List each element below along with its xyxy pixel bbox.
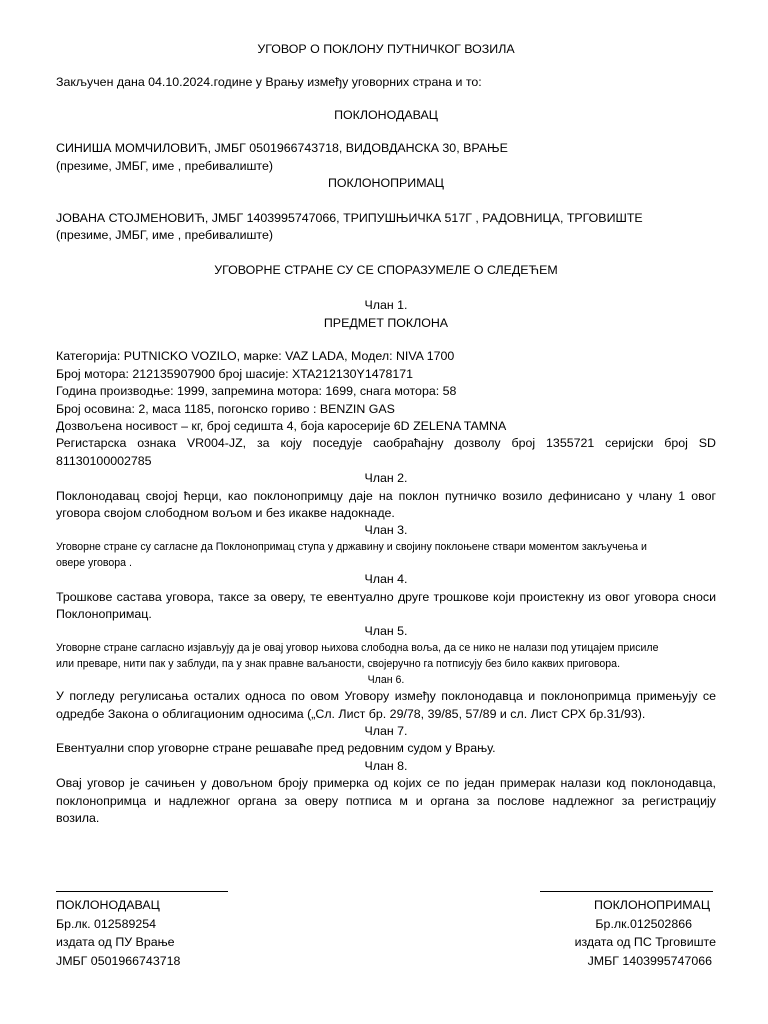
article-2-text: Поклонодавац својој ћерци, као поклонопримцу даје на поклон путничко возило дефинисано у члану 1 овог <box>56 489 716 503</box>
donor-details: СИНИША МОМЧИЛОВИЋ, ЈМБГ 0501966743718, ВИДОВДАНСКА 30, ВРАЊЕ <box>56 141 508 155</box>
article-3-text: Уговорне стране су сагласне да Поклонопримац ступа у државину и својину поклоњене ствари моментом закључења и <box>56 541 647 553</box>
recipient-heading: ПОКЛОНОПРИМАЦ <box>328 176 444 190</box>
recipient-id-card: Бр.лк.012502866 <box>595 916 692 931</box>
article-3-label: Члан 3. <box>364 523 408 537</box>
donor-hint: (презиме, ЈМБГ, име , пребивалиште) <box>56 159 273 173</box>
agreement-heading: УГОВОРНЕ СТРАНЕ СУ СЕ СПОРАЗУМЕЛЕ О СЛЕДЕЋЕМ <box>214 263 558 277</box>
donor-signature-block <box>56 896 180 970</box>
article-1-label: Члан 1. <box>364 298 408 312</box>
donor-heading: ПОКЛОНОДАВАЦ <box>334 108 438 122</box>
engine-chassis-numbers: Број мотора: 212135907900 број шасије: XTA212130Y1478171 <box>56 367 414 381</box>
recipient-signature-line <box>540 891 713 892</box>
vehicle-category: Категорија: PUTNICKO VOZILO, марке: VAZ LADA, Модел: NIVA 1700 <box>56 349 455 363</box>
article-6-label: Члан 6. <box>367 674 405 686</box>
article-4-text: Трошкове састава уговора, таксе за оверу, те евентуално друге трошкове који проистекну из овог уговора сноси <box>56 590 716 604</box>
article-5-text: или преваре, нити пак у заблуди, па у знак правне ваљаности, својеручно га потписују без било каквих приговора. <box>56 658 621 670</box>
donor-id-issuer: издата од ПУ Врање <box>56 935 175 949</box>
article-2-label: Члан 2. <box>364 471 408 485</box>
article-2-text: уговора својом слободном вољом и без икакве надокнаде. <box>56 506 395 520</box>
recipient-signature-block <box>575 896 716 970</box>
article-4-label: Члан 4. <box>364 572 408 586</box>
vehicle-year-engine: Година производње: 1999, запремина мотора: 1699, снага мотора: 58 <box>56 384 457 398</box>
recipient-hint: (презиме, ЈМБГ, име , пребивалиште) <box>56 228 273 242</box>
donor-jmbg: ЈМБГ 0501966743718 <box>56 953 181 968</box>
article-8-text: Овај уговор је сачињен у довољном броју примерка од којих се по један примерак налази код поклонодавца, <box>56 776 716 790</box>
article-5-label: Члан 5. <box>364 624 408 638</box>
article-7-label: Члан 7. <box>364 724 408 738</box>
recipient-details: ЈОВАНА СТОЈМЕНОВИЋ, ЈМБГ 1403995747066, ТРИПУШЊИЧКА 517Г , РАДОВНИЦА, ТРГОВИШТЕ <box>56 211 643 225</box>
document-title: УГОВОР О ПОКЛОНУ ПУТНИЧКОГ ВОЗИЛА <box>257 42 515 56</box>
donor-signature-role: ПОКЛОНОДАВАЦ <box>56 898 160 912</box>
article-5-text: Уговорне стране сагласно изјављују да је овај уговор њихова слободна воља, да се нико не налази под утицајем присиле <box>56 642 659 654</box>
vehicle-axles-fuel: Број осовина: 2, маса 1185, погонско гориво : BENZIN GAS <box>56 402 395 416</box>
donor-id-card: Бр.лк. 012589254 <box>56 916 157 931</box>
intro-text: Закључен дана 04.10.2024.године у Врању између уговорних страна и то: <box>56 75 482 89</box>
vehicle-registration-serial: 81130100002785 <box>56 454 152 468</box>
article-8-text: возила. <box>56 811 100 825</box>
article-8-text: поклонопримца и надлежног органа за оверу потписа м и органа за послове надлежног за регистрацију <box>56 794 716 808</box>
recipient-jmbg: ЈМБГ 1403995747066 <box>587 953 712 968</box>
donor-signature-line <box>56 891 228 892</box>
recipient-id-issuer: издата од ПС Трговиште <box>574 935 716 949</box>
recipient-signature-role: ПОКЛОНОПРИМАЦ <box>594 898 710 912</box>
article-7-text: Евентуални спор уговорне стране решаваће пред редовним судом у Врању. <box>56 741 496 755</box>
article-6-text: одредбе Закона о облигационим односима („Сл. Лист бр. 29/78, 39/85, 57/89 и сл. Лист СРХ бр.31/93). <box>56 707 646 721</box>
article-1-heading: ПРЕДМЕТ ПОКЛОНА <box>323 316 449 330</box>
vehicle-registration: Регистарска ознака VR004-JZ, за коју поседује саобраћајну дозволу број 1355721 серијски број SD <box>56 436 716 450</box>
vehicle-capacity-color: Дозвољена носивост – кг, број седишта 4, боја каросерије 6D ZELENA TAMNA <box>56 419 507 433</box>
article-3-text: овере уговора . <box>56 557 132 569</box>
article-4-text: Поклонопримац. <box>56 607 152 621</box>
article-6-text: У погледу регулисања осталих односа по овом Уговору између поклонодавца и поклонопримца примењују се <box>56 689 716 703</box>
article-8-label: Члан 8. <box>364 759 408 773</box>
